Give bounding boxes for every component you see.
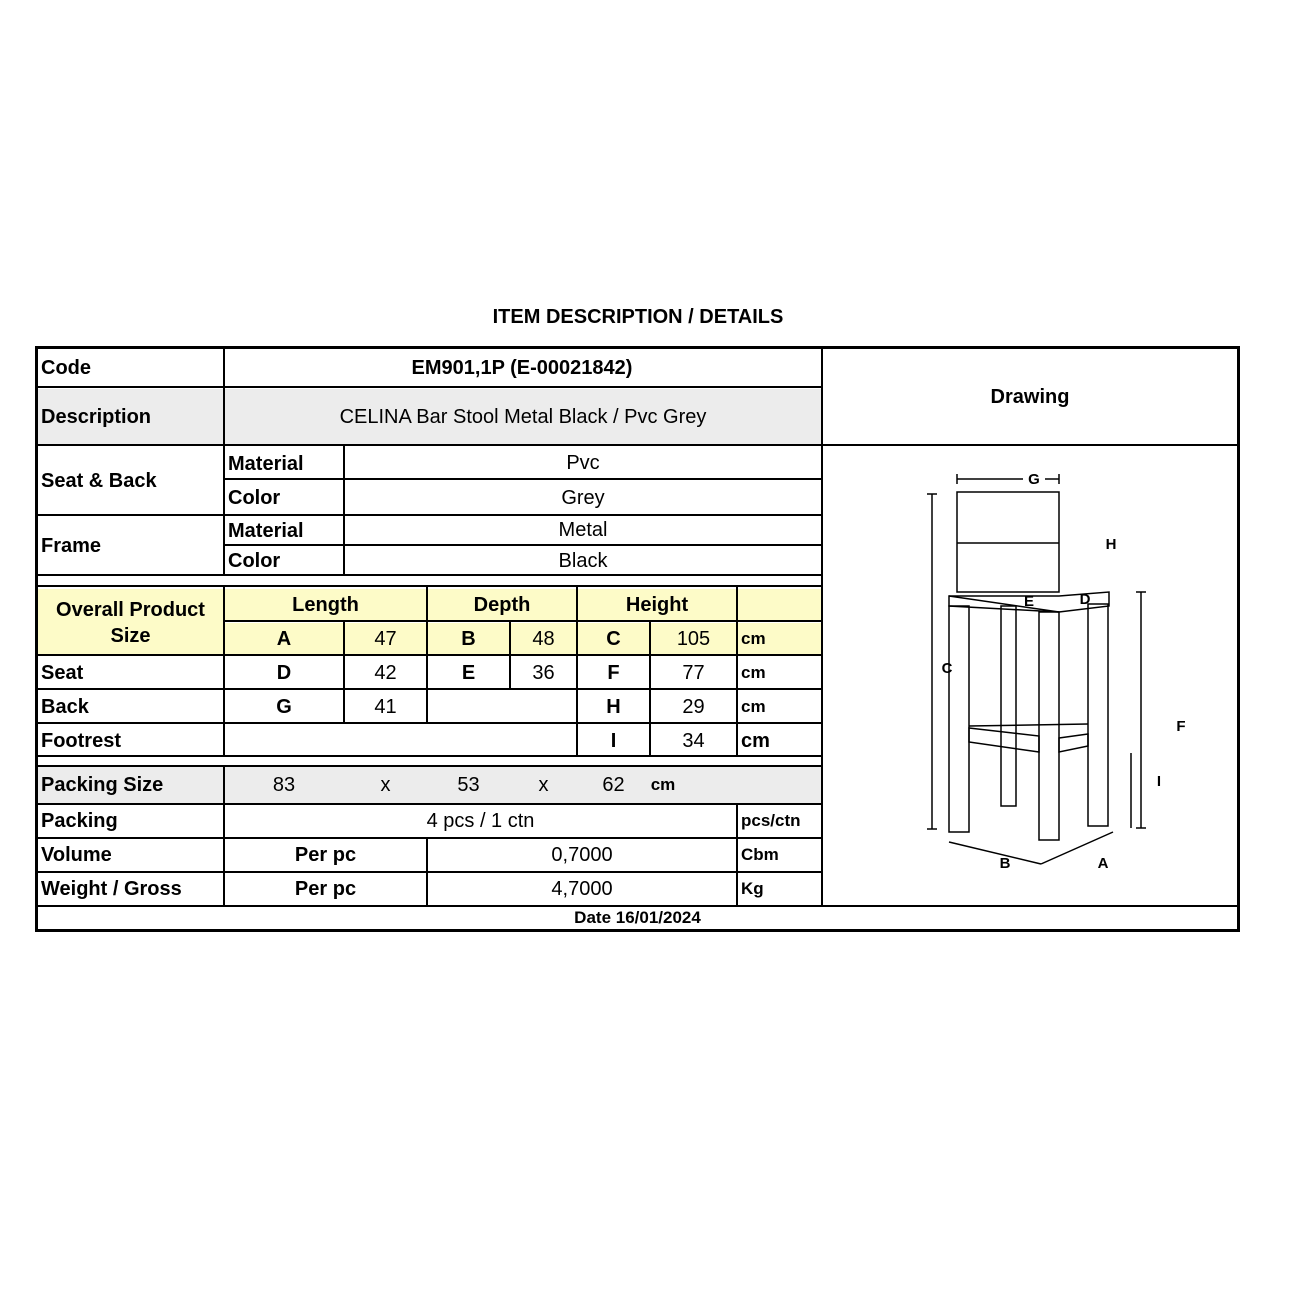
description-label: Description	[38, 389, 223, 445]
code-label: Code	[41, 356, 91, 379]
rule	[343, 621, 345, 723]
packing-x-1: x	[380, 773, 391, 796]
rule	[38, 722, 821, 724]
leg-front-left	[949, 606, 969, 832]
leg-back-left	[1001, 606, 1016, 806]
letter-f: F	[607, 661, 620, 684]
frame-material-label: Material	[228, 519, 304, 542]
packing-size-label: Packing Size	[38, 767, 223, 803]
rule	[426, 838, 428, 906]
rule	[576, 586, 578, 689]
dim-g: G	[1028, 471, 1040, 488]
unit-back: cm	[741, 697, 766, 716]
weight-value: 4,7000	[551, 877, 613, 900]
volume-label: Volume	[41, 843, 112, 866]
packing-height: 62	[602, 773, 625, 796]
overall-size-text: Overall Product Size	[56, 599, 205, 647]
rule	[38, 755, 821, 757]
back-label: Back	[41, 695, 89, 718]
frame-color-value: Black	[558, 549, 608, 572]
rule	[38, 871, 821, 873]
dim-c: C	[941, 660, 953, 677]
dim-a: A	[1097, 855, 1109, 872]
letter-g: G	[276, 695, 292, 718]
footrest-side	[969, 728, 1039, 752]
packing-label: Packing	[41, 809, 118, 832]
unit-seat: cm	[741, 663, 766, 682]
date: Date 16/01/2024	[574, 908, 701, 927]
letter-h: H	[606, 695, 621, 718]
rule	[426, 586, 428, 689]
volume-unit: Cbm	[741, 845, 779, 864]
backrest	[957, 492, 1059, 592]
rule	[223, 766, 225, 906]
depth-header: Depth	[428, 589, 576, 621]
length-header: Length	[225, 589, 426, 621]
rule	[649, 621, 651, 756]
page-title: ITEM DESCRIPTION / DETAILS	[492, 306, 784, 328]
frame-label: Frame	[41, 534, 102, 557]
value-d: 42	[374, 661, 397, 684]
dim-f: F	[1176, 718, 1186, 735]
value-b: 48	[511, 623, 576, 655]
code-value: EM901,1P (E-00021842)	[411, 356, 633, 379]
letter-d: D	[276, 661, 292, 684]
letter-i: I	[610, 729, 617, 752]
rule	[576, 723, 578, 756]
rule	[223, 586, 225, 756]
overall-size-label	[38, 589, 223, 655]
dim-i: I	[1156, 773, 1162, 790]
packing-width: 53	[457, 773, 480, 796]
weight-unit: Kg	[741, 879, 764, 898]
packing-value: 4 pcs / 1 ctn	[426, 809, 535, 832]
value-c: 105	[651, 623, 736, 655]
description-value: CELINA Bar Stool Metal Black / Pvc Grey	[225, 389, 821, 445]
value-h: 29	[682, 695, 705, 718]
packing-x-2: x	[538, 773, 549, 796]
rule	[426, 689, 428, 723]
value-f: 77	[682, 661, 705, 684]
rule	[343, 446, 345, 575]
dim-b: B	[999, 855, 1011, 872]
rule	[38, 688, 821, 690]
rule	[736, 804, 738, 906]
height-header: Height	[578, 589, 736, 621]
letter-c: C	[578, 623, 649, 655]
letter-e: E	[461, 661, 476, 684]
value-g: 41	[374, 695, 397, 718]
rule	[38, 803, 821, 805]
seat-back-color-value: Grey	[561, 486, 605, 509]
dim-d: D	[1079, 591, 1091, 608]
rule	[38, 585, 821, 587]
seat-back-material-value: Pvc	[566, 451, 600, 474]
rule	[736, 586, 738, 756]
seat-back-color-label: Color	[228, 486, 281, 509]
spec-sheet	[35, 346, 1240, 932]
rule	[38, 574, 821, 576]
rule	[223, 349, 225, 575]
footrest-label: Footrest	[41, 729, 121, 752]
rule	[38, 514, 821, 516]
packing-size-unit: cm	[650, 775, 676, 794]
rule	[576, 689, 578, 723]
rule	[225, 544, 821, 546]
rule	[38, 765, 821, 767]
rule	[38, 654, 821, 656]
value-e: 36	[532, 661, 555, 684]
rule	[509, 621, 511, 689]
unit-overall: cm	[738, 623, 821, 655]
dim-e: E	[1023, 593, 1035, 610]
value-a: 47	[345, 623, 426, 655]
rule	[225, 620, 821, 622]
dim-h: H	[1105, 536, 1117, 553]
drawing-label: Drawing	[990, 385, 1070, 408]
stool-drawing	[823, 446, 1237, 905]
seat-label: Seat	[41, 661, 84, 684]
letter-a: A	[225, 623, 343, 655]
weight-per: Per pc	[294, 877, 357, 900]
leg-back-right	[1088, 604, 1108, 826]
seat-back-material-label: Material	[228, 452, 304, 475]
rule	[225, 478, 821, 480]
frame-color-label: Color	[228, 549, 281, 572]
frame-material-value: Metal	[558, 518, 608, 541]
value-i: 34	[682, 729, 705, 752]
seat-back-label: Seat & Back	[41, 469, 157, 492]
letter-b: B	[428, 623, 509, 655]
packing-length: 83	[272, 773, 296, 796]
packing-unit: pcs/ctn	[741, 811, 801, 830]
rule	[38, 905, 1237, 907]
weight-label: Weight / Gross	[41, 877, 182, 900]
volume-value: 0,7000	[551, 843, 613, 866]
rule	[38, 386, 821, 388]
unit-footrest: cm	[741, 729, 770, 752]
rule	[38, 837, 821, 839]
leg-front-right	[1039, 612, 1059, 840]
unit-header-blank	[738, 589, 821, 621]
footrest-back	[1059, 734, 1088, 752]
volume-per: Per pc	[294, 843, 357, 866]
